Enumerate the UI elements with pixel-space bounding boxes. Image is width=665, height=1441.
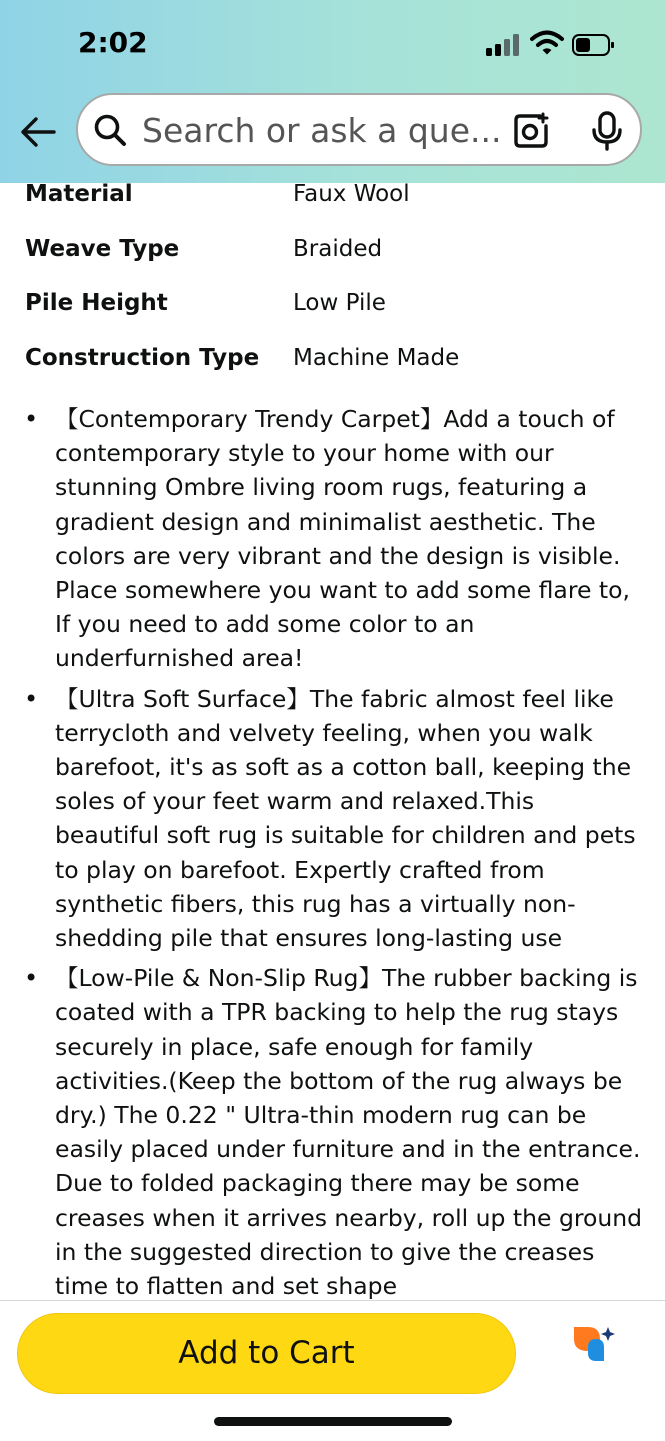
spec-value: Braided xyxy=(293,235,383,262)
feature-bullet: • 【Contemporary Trendy Carpet】Add a touch of contemporary style to your home with our stunning Ombre living room rugs, featuring a gradient design and minimalist aesthetic. The colors are very vibrant and the design is visible. Place somewhere you want to add some flare to, If you need to add some color to an underfurnished area! xyxy=(24,402,644,676)
spec-value: Machine Made xyxy=(293,344,460,371)
spec-row xyxy=(25,183,645,238)
add-to-cart-button[interactable]: Add to Cart xyxy=(17,1313,516,1394)
spec-label: Weave Type xyxy=(25,235,180,262)
home-indicator xyxy=(214,1417,452,1426)
spec-label: Construction Type xyxy=(25,344,260,371)
feature-bullet: • 【Ultra Soft Surface】The fabric almost feel like terrycloth and velvety feeling, when you walk barefoot, it's as soft as a cotton ball, keeping the soles of your feet warm and relaxed.This beautiful soft rug is suitable for children and pets to play on barefoot. Expertly crafted from synthetic fibers, this rug has a virtually non-shedding pile that ensures long-lasting use xyxy=(24,682,644,956)
spec-label: Pile Height xyxy=(25,290,168,316)
search-input[interactable]: Search or ask a que... xyxy=(142,111,502,150)
microphone-icon[interactable] xyxy=(590,111,624,151)
feature-bullet: • 【Low-Pile & Non-Slip Rug】The rubber backing is coated with a TPR backing to help the rug stays securely in place, safe enough for family activities.(Keep the bottom of the rug always be dry.) The 0.22 " Ultra-thin modern rug can be easily placed under furniture and in the entrance. Due to folded packaging there may be some creases when it arrives nearby, roll up the ground in the suggested direction to give the creases time to flatten and set shape xyxy=(24,961,644,1303)
spec-row xyxy=(25,292,645,347)
rufus-assistant-icon[interactable] xyxy=(570,1323,622,1371)
product-specs-table xyxy=(25,183,645,401)
spec-row xyxy=(25,235,645,293)
search-icon xyxy=(92,112,128,148)
app-header xyxy=(0,0,665,183)
spec-value: Faux Wool xyxy=(293,181,410,207)
about-this-item-list xyxy=(24,402,644,1309)
search-bar[interactable] xyxy=(76,93,642,166)
bottom-action-bar xyxy=(0,1300,665,1441)
battery-icon xyxy=(572,34,614,56)
camera-lens-icon[interactable] xyxy=(512,112,550,150)
spec-row xyxy=(25,344,645,402)
spec-label: Material xyxy=(25,181,133,207)
spec-value: Low Pile xyxy=(293,290,386,316)
wifi-icon xyxy=(530,30,564,56)
status-time: 2:02 xyxy=(78,26,148,59)
cellular-signal-icon xyxy=(486,34,520,56)
back-arrow-icon[interactable] xyxy=(18,112,58,152)
